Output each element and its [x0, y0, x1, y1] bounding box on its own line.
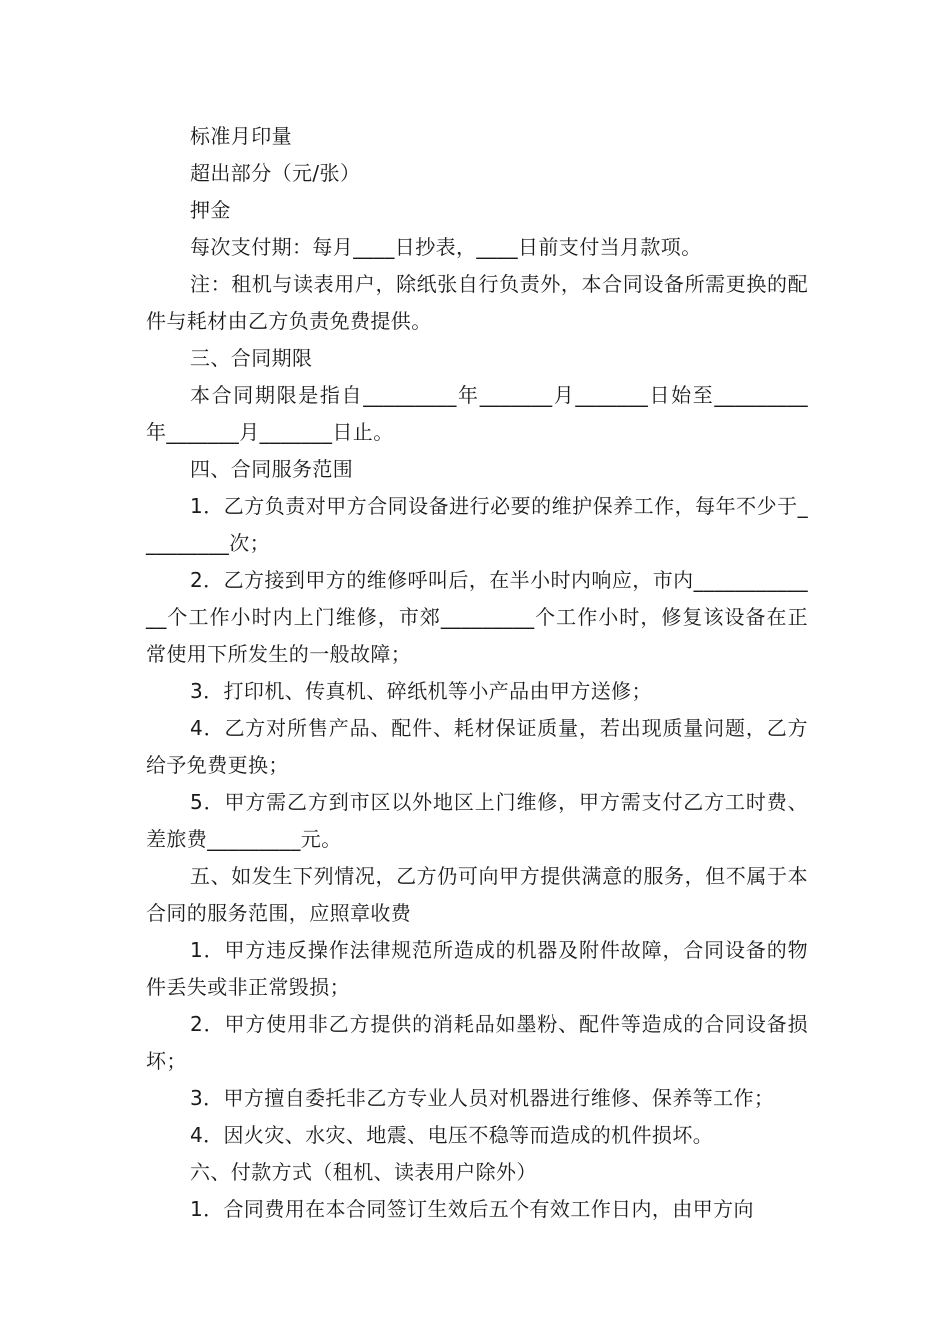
list-item-exclusion-1: 1．甲方违反操作法律规范所造成的机器及附件故障，合同设备的物件丢失或非正常毁损；: [146, 938, 808, 999]
paragraph-monthly-print-volume: 标准月印量: [190, 124, 292, 148]
list-item-exclusion-4: 4．因火灾、水灾、地震、电压不稳等而造成的机件损坏。: [190, 1123, 714, 1147]
document-body: [146, 118, 808, 1228]
paragraph-payment-period: 每次支付期：每月____日抄表，____日前支付当月款项。: [190, 235, 702, 259]
section-heading-service-scope: 四、合同服务范围: [190, 457, 354, 481]
list-item-service-1: 1．乙方负责对甲方合同设备进行必要的维护保养工作，每年不少于_________次；: [146, 494, 808, 555]
list-item-service-3: 3．打印机、传真机、碎纸机等小产品由甲方送修；: [190, 679, 652, 703]
paragraph-overage-price: 超出部分（元/张）: [190, 161, 361, 185]
section-heading-payment-method: 六、付款方式（租机、读表用户除外）: [190, 1160, 537, 1184]
paragraph-deposit: 押金: [190, 198, 231, 222]
list-item-service-2: 2．乙方接到甲方的维修呼叫后，在半小时内响应，市内_____________个工作小时内上门维修，市郊_________个工作小时，修复该设备在正常使用下所发生的一般故障；: [146, 568, 808, 666]
section-heading-exclusions: 五、如发生下列情况，乙方仍可向甲方提供满意的服务，但不属于本合同的服务范围，应照章收费: [146, 864, 808, 925]
section-heading-contract-term: 三、合同期限: [190, 346, 313, 370]
list-item-payment-1: 1．合同费用在本合同签订生效后五个有效工作日内，由甲方向: [190, 1197, 754, 1221]
list-item-service-4: 4．乙方对所售产品、配件、耗材保证质量，若出现质量问题，乙方给予免费更换；: [146, 716, 808, 777]
paragraph-contract-term: 本合同期限是指自_________年_______月_______日始至_________年_______月_______日止。: [146, 383, 808, 444]
paragraph-note: 注：租机与读表用户，除纸张自行负责外，本合同设备所需更换的配件与耗材由乙方负责免费提供。: [146, 272, 808, 333]
list-item-exclusion-3: 3．甲方擅自委托非乙方专业人员对机器进行维修、保养等工作；: [190, 1086, 775, 1110]
list-item-service-5: 5．甲方需乙方到市区以外地区上门维修，甲方需支付乙方工时费、差旅费_________元。: [146, 790, 808, 851]
list-item-exclusion-2: 2．甲方使用非乙方提供的消耗品如墨粉、配件等造成的合同设备损坏；: [146, 1012, 808, 1073]
